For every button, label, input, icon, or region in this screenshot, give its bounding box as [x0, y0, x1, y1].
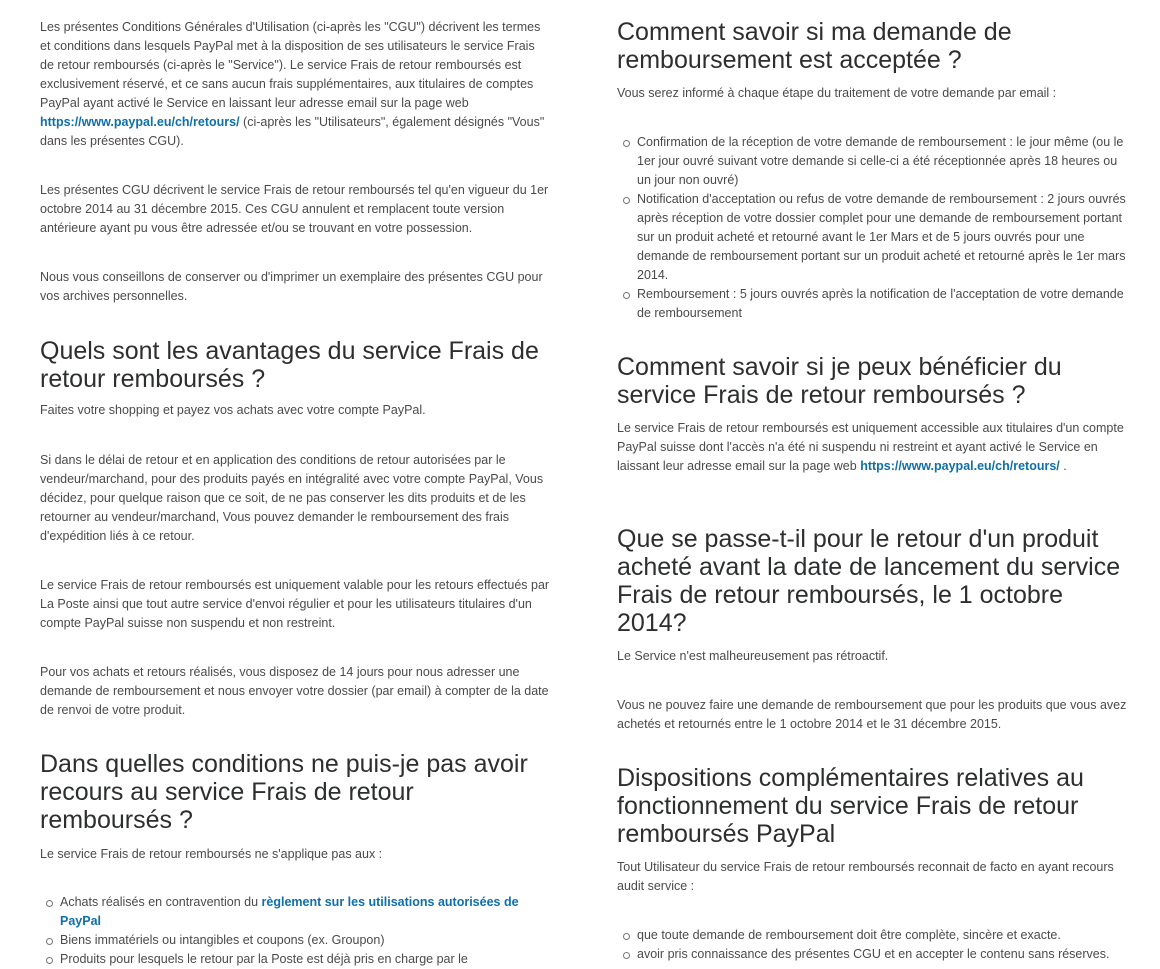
- intro-paragraph-2: Les présentes CGU décrivent le service Frais de retour remboursés tel qu'en vigueur du 1er octobre 2014 au 31 décembre 2015. Ces CGU annulent et remplacent toute version antérieure ayant pu vous être adressée et/ou se trouvant en votre possession.: [40, 183, 549, 235]
- advantages-paragraph-1: Faites votre shopping et payez vos achats avec votre compte PayPal.: [40, 403, 426, 417]
- retours-link[interactable]: https://www.paypal.eu/ch/retours/: [40, 115, 240, 129]
- eligible-heading: Comment savoir si je peux bénéficier du service Frais de retour remboursés ?: [617, 353, 1062, 409]
- eligible-paragraph-1: [617, 419, 1132, 476]
- list-item: Biens immatériels ou intangibles et coupons (ex. Groupon): [60, 931, 552, 950]
- accepted-paragraph-1: Vous serez informé à chaque étape du traitement de votre demande par email :: [617, 86, 1057, 100]
- list-item: [60, 893, 552, 931]
- extra-list: [617, 926, 1132, 964]
- accepted-list: [617, 133, 1132, 323]
- intro-paragraph-1: [40, 18, 552, 151]
- list-item: Remboursement : 5 jours ouvrés après la notification de l'acceptation de votre demande de remboursement: [637, 285, 1132, 323]
- list-item: Confirmation de la réception de votre demande de remboursement : le jour même (ou le 1er jour ouvré suivant votre demande si celle-ci a été réceptionnée après 18 heures ou un jour non ouvré): [637, 133, 1132, 190]
- conditions-paragraph-1: Le service Frais de retour remboursés ne s'applique pas aux :: [40, 847, 383, 861]
- extra-paragraph-1: Tout Utilisateur du service Frais de retour remboursés reconnait de facto en ayant recours audit service :: [617, 860, 1114, 893]
- advantages-paragraph-2: Si dans le délai de retour et en application des conditions de retour autorisées par le vendeur/marchand, pour des produits payés en intégralité avec votre compte PayPal, Vous décidez, pour quelque raison que ce soit, de ne pas conserver les dits produits et de les retourner au vendeur/marchand, Vous pouvez demander le remboursement des frais d'expédition liés à ce retour.: [40, 453, 544, 543]
- before-launch-paragraph-1: Le Service n'est malheureusement pas rétroactif.: [617, 649, 889, 663]
- intro-text-b: (ci-après les "Utilisateurs", également désignés "Vous" dans les présentes CGU).: [40, 115, 545, 148]
- advantages-paragraph-4: Pour vos achats et retours réalisés, vous disposez de 14 jours pour nous adresser une demande de remboursement et nous envoyer votre dossier (par email) à compter de la date de renvoi de votre produit.: [40, 665, 549, 717]
- eligible-text-b: .: [1059, 459, 1067, 473]
- intro-paragraph-3: Nous vous conseillons de conserver ou d'imprimer un exemplaire des présentes CGU pour vos archives personnelles.: [40, 270, 543, 303]
- list-item: que toute demande de remboursement doit être complète, sincère et exacte.: [637, 926, 1132, 945]
- accepted-heading: Comment savoir si ma demande de remboursement est acceptée ?: [617, 18, 1012, 74]
- before-launch-paragraph-2: Vous ne pouvez faire une demande de remboursement que pour les produits que vous avez achetés et retournés entre le 1 octobre 2014 et le 31 décembre 2015.: [617, 698, 1127, 731]
- conditions-heading: Dans quelles conditions ne puis-je pas avoir recours au service Frais de retour remboursés ?: [40, 750, 528, 834]
- retours-link-2[interactable]: https://www.paypal.eu/ch/retours/: [860, 459, 1060, 473]
- list-item: Produits pour lesquels le retour par la Poste est déjà pris en charge par le: [60, 950, 552, 969]
- list-item: avoir pris connaissance des présentes CGU et en accepter le contenu sans réserves.: [637, 945, 1132, 964]
- extra-heading: Dispositions complémentaires relatives au fonctionnement du service Frais de retour remboursés PayPal: [617, 764, 1084, 848]
- list-item-text: Achats réalisés en contravention du: [60, 895, 262, 909]
- conditions-list: [40, 893, 552, 969]
- list-item: Notification d'acceptation ou refus de votre demande de remboursement : 2 jours ouvrés après réception de votre dossier complet pour une demande de remboursement portant sur un produit acheté et retourné avant le 1er Mars et de 5 jours ouvrés pour une demande de remboursement portant sur un produit acheté et retourné après le 1er mars 2014.: [637, 190, 1132, 285]
- intro-text-a: Les présentes Conditions Générales d'Utilisation (ci-après les "CGU") décrivent les termes et conditions dans lesquels PayPal met à la disposition de ses utilisateurs le service Frais de retour remboursés (ci-après le "Service"). Le service Frais de retour remboursés est exclusivement réservé, et ce sans aucun frais supplémentaires, aux titulaires de comptes PayPal ayant activé le Service en laissant leur adresse email sur la page web: [40, 20, 541, 110]
- eligible-text-a: Le service Frais de retour remboursés est uniquement accessible aux titulaires d'un compte PayPal suisse dont l'accès n'a été ni suspendu ni restreint et ayant activé le Service en laissant leur adresse email sur la page web: [617, 421, 1124, 473]
- advantages-paragraph-3: Le service Frais de retour remboursés est uniquement valable pour les retours effectués par La Poste ainsi que tout autre service d'envoi régulier et pour les utilisateurs titulaires d'un compte PayPal suisse non suspendu et non restreint.: [40, 578, 550, 630]
- authorized-use-rules-link[interactable]: règlement sur les utilisations autorisées de PayPal: [60, 895, 519, 928]
- advantages-heading: Quels sont les avantages du service Frais de retour remboursés ?: [40, 337, 539, 393]
- before-launch-heading: Que se passe-t-il pour le retour d'un produit acheté avant la date de lancement du service Frais de retour remboursés, le 1 octobre 2014?: [617, 525, 1121, 637]
